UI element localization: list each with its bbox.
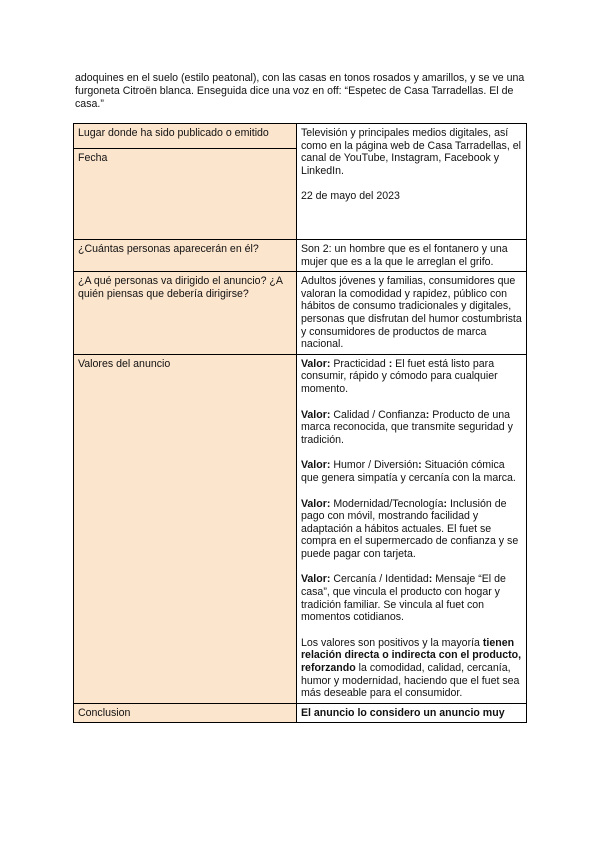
value-key: Valor:	[300, 357, 331, 370]
value-values	[296, 354, 526, 703]
value-item-cercania	[301, 573, 522, 623]
table-row-audience	[74, 272, 527, 355]
value-desc: Producto de una marca reconocida, que transmite seguridad y tradición.	[300, 408, 513, 446]
table-row-values	[74, 354, 527, 703]
value-colon: :	[443, 497, 447, 510]
value-audience: Adultos jóvenes y familias, consumidores que valoran la comodidad y rapidez, público con hábitos de consumo tradicionales y digitales, personas que disfrutan del humor costumbrista y consumidores de productos de marca nacional.	[296, 272, 526, 355]
value-place: Televisión y principales medios digitales, así como en la página web de Casa Tarradellas, el canal de YouTube, Instagram, Facebook y LinkedIn.	[300, 127, 521, 177]
value-key: Valor:	[300, 573, 331, 586]
label-place: Lugar donde ha sido publicado o emitido	[74, 124, 296, 149]
summary-bold: tienen relación directa o indirecta con el producto, reforzando	[300, 636, 522, 675]
value-colon: :	[428, 573, 433, 586]
value-item-modernidad	[301, 498, 522, 561]
table-row-conclusion	[74, 703, 527, 723]
summary-end: la comodidad, calidad, cercanía, humor y modernidad, haciendo que el fuet sea más deseable para el consumidor.	[300, 662, 520, 700]
label-values: Valores del anuncio	[74, 354, 297, 703]
value-name: Humor / Diversión	[330, 459, 419, 472]
value-key: Valor:	[300, 497, 331, 510]
value-desc: Mensaje “El de casa”, que vincula el producto con hogar y tradición familiar. Se vincula al fuet con momentos cotidianos.	[300, 573, 506, 624]
value-desc: Inclusión de pago con móvil, mostrando facilidad y adaptación a hábitos actuales. El fuet se compra en el supermercado de confianza y se puede pagar con tarjeta.	[300, 497, 519, 560]
label-date: Fecha	[74, 149, 296, 239]
value-conclusion	[296, 703, 526, 723]
value-item-practicidad	[301, 358, 522, 396]
label-people-count: ¿Cuántas personas aparecerán en él?	[74, 240, 297, 272]
value-colon: :	[425, 408, 430, 421]
summary-start: Los valores son positivos y la mayoría	[300, 636, 483, 649]
value-key: Valor:	[300, 408, 331, 421]
ad-analysis-table	[73, 123, 527, 723]
intro-paragraph: adoquines en el suelo (estilo peatonal), con las casas en tonos rosados y amarillos, y se ve una furgoneta Citroën blanca. Enseguida dice una voz en off: “Espetec de Casa Tarradellas. El de casa.”	[75, 72, 525, 110]
value-colon: :	[418, 459, 422, 472]
value-colon: :	[388, 357, 393, 370]
value-name: Cercanía / Identidad	[330, 573, 429, 586]
value-item-calidad	[301, 409, 522, 447]
value-name: Modernidad/Tecnología	[330, 497, 444, 510]
values-summary	[301, 637, 522, 700]
value-date: 22 de mayo del 2023	[300, 190, 400, 203]
label-cell-place-date	[74, 124, 297, 240]
conclusion-text: El anuncio lo considero un anuncio muy	[300, 706, 505, 719]
value-people-count: Son 2: un hombre que es el fontanero y una mujer que es a la que le arreglan el grifo.	[296, 240, 526, 272]
table-row-place-date	[74, 124, 527, 240]
label-audience: ¿A qué personas va dirigido el anuncio? ¿A quién piensas que debería dirigirse?	[74, 272, 297, 355]
value-key: Valor:	[300, 459, 331, 472]
value-desc: Situación cómica que genera simpatía y cercanía con la marca.	[300, 459, 516, 484]
value-item-humor	[301, 459, 522, 484]
value-name: Practicidad	[330, 357, 389, 370]
value-desc: El fuet está listo para consumir, rápido y cómodo para cualquier momento.	[300, 357, 498, 395]
table-row-people-count	[74, 240, 527, 272]
value-cell-place-date	[296, 124, 526, 240]
value-name: Calidad / Confianza	[330, 408, 426, 421]
label-conclusion: Conclusion	[74, 703, 297, 723]
